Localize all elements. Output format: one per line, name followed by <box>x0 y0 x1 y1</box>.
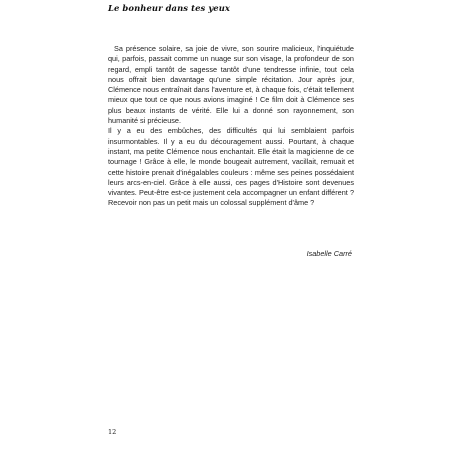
running-head: Le bonheur dans tes yeux <box>108 3 231 13</box>
body-text <box>108 44 354 209</box>
page-number: 12 <box>108 428 117 436</box>
paragraph-2: Il y a eu des embûches, des difficultés qui lui semblaient parfois insurmontables. Il y a eu du découragement aussi. Pourtant, à chaque instant, ma petite Clémence nous enchantait. Elle était la magicienne de ce tournage ! Grâce à elle, le monde bougeait autrement, vacillait, remuait et cette histoire prenait d'inégalables couleurs : même ses peines possédaient leurs arcs-en-ciel. Grâce à elle aussi, ces pages d'Histoire sont devenues vivantes. Peut-être est-ce justement cela accompagner un enfant différent ? Recevoir non pas un petit mais un colossal supplément d'âme ? <box>108 126 354 208</box>
author-signature: Isabelle Carré <box>306 249 352 258</box>
paragraph-1: Sa présence solaire, sa joie de vivre, son sourire malicieux, l'inquiétude qui, parfois, passait comme un nuage sur son visage, la profondeur de son regard, empli tantôt de sagesse tantôt d'une tendresse infinie, tout cela nous offrait bien davantage qu'une simple récitation. Jour après jour, Clémence nous entraînait dans l'aventure et, à chaque fois, c'était tellement mieux que tout ce que nous avions imaginé ! Ce film doit à Clémence ses plus beaux instants de vérité. Elle lui a donné son rayonnement, son humanité si précieuse. <box>108 44 354 126</box>
